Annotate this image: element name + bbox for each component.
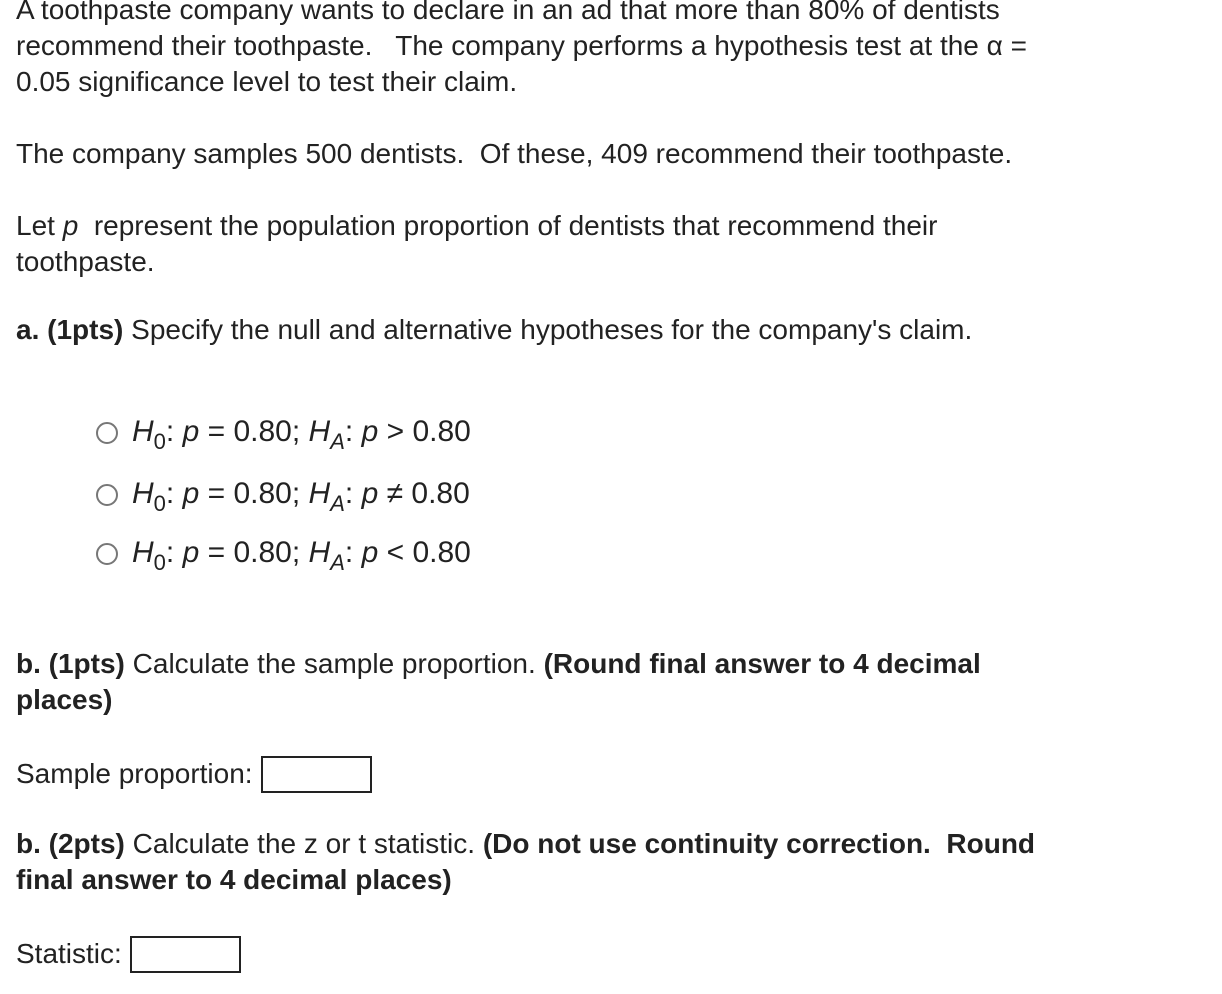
part-b1-note-2: places) bbox=[16, 684, 113, 715]
sample-proportion-label: Sample proportion: bbox=[16, 758, 253, 789]
part-b2-text: Calculate the z or t statistic. bbox=[124, 828, 483, 859]
part-a-text: Specify the null and alternative hypotheses for the company's claim. bbox=[123, 314, 973, 345]
part-b2-question bbox=[16, 826, 1206, 898]
part-b2-note-1: (Do not use continuity correction. Round bbox=[482, 828, 1036, 859]
option-1-text: $H_0$: p = 0.80; $H_A$: p > 0.80 bbox=[132, 415, 471, 454]
statistic-input[interactable] bbox=[130, 936, 241, 973]
let-p-line-1: represent the population proportion of dentists that recommend their bbox=[78, 210, 938, 241]
statistic-row bbox=[16, 932, 1206, 976]
let-prefix: Let bbox=[16, 210, 63, 241]
part-b2-label: b. (2pts) bbox=[16, 828, 125, 859]
let-p-paragraph bbox=[16, 208, 1206, 280]
intro-paragraph bbox=[16, 0, 1206, 100]
sample-paragraph: The company samples 500 dentists. Of these, 409 recommend their toothpaste. bbox=[16, 138, 1013, 169]
hypothesis-option-1[interactable] bbox=[96, 413, 471, 453]
part-a-question bbox=[16, 312, 1206, 348]
option-2-text: $H_0$: p = 0.80; $H_A$: p ≠ 0.80 bbox=[132, 477, 470, 516]
option-3-text: $H_0$: p = 0.80; $H_A$: p < 0.80 bbox=[132, 536, 471, 575]
sample-proportion-input[interactable] bbox=[261, 756, 372, 793]
hypothesis-option-3[interactable] bbox=[96, 534, 471, 574]
let-p-line-2: toothpaste. bbox=[16, 246, 155, 277]
part-b1-label: b. (1pts) bbox=[16, 648, 125, 679]
p-variable: p bbox=[62, 210, 79, 241]
part-b1-question bbox=[16, 646, 1206, 718]
radio-button[interactable] bbox=[96, 422, 118, 444]
part-b1-text: Calculate the sample proportion. bbox=[124, 648, 544, 679]
part-a-label: a. (1pts) bbox=[16, 314, 124, 345]
intro-line-3: 0.05 significance level to test their claim. bbox=[16, 66, 518, 97]
part-b2-note-2: final answer to 4 decimal places) bbox=[16, 864, 452, 895]
intro-line-2: recommend their toothpaste. The company performs a hypothesis test at the α = bbox=[16, 30, 1027, 61]
radio-button[interactable] bbox=[96, 484, 118, 506]
part-b1-note-1: (Round final answer to 4 decimal bbox=[543, 648, 981, 679]
sample-proportion-row bbox=[16, 752, 1206, 796]
statistic-label: Statistic: bbox=[16, 938, 122, 969]
intro-line-1: A toothpaste company wants to declare in an ad that more than 80% of dentists bbox=[16, 0, 1000, 25]
radio-button[interactable] bbox=[96, 543, 118, 565]
hypothesis-option-2[interactable] bbox=[96, 475, 470, 515]
